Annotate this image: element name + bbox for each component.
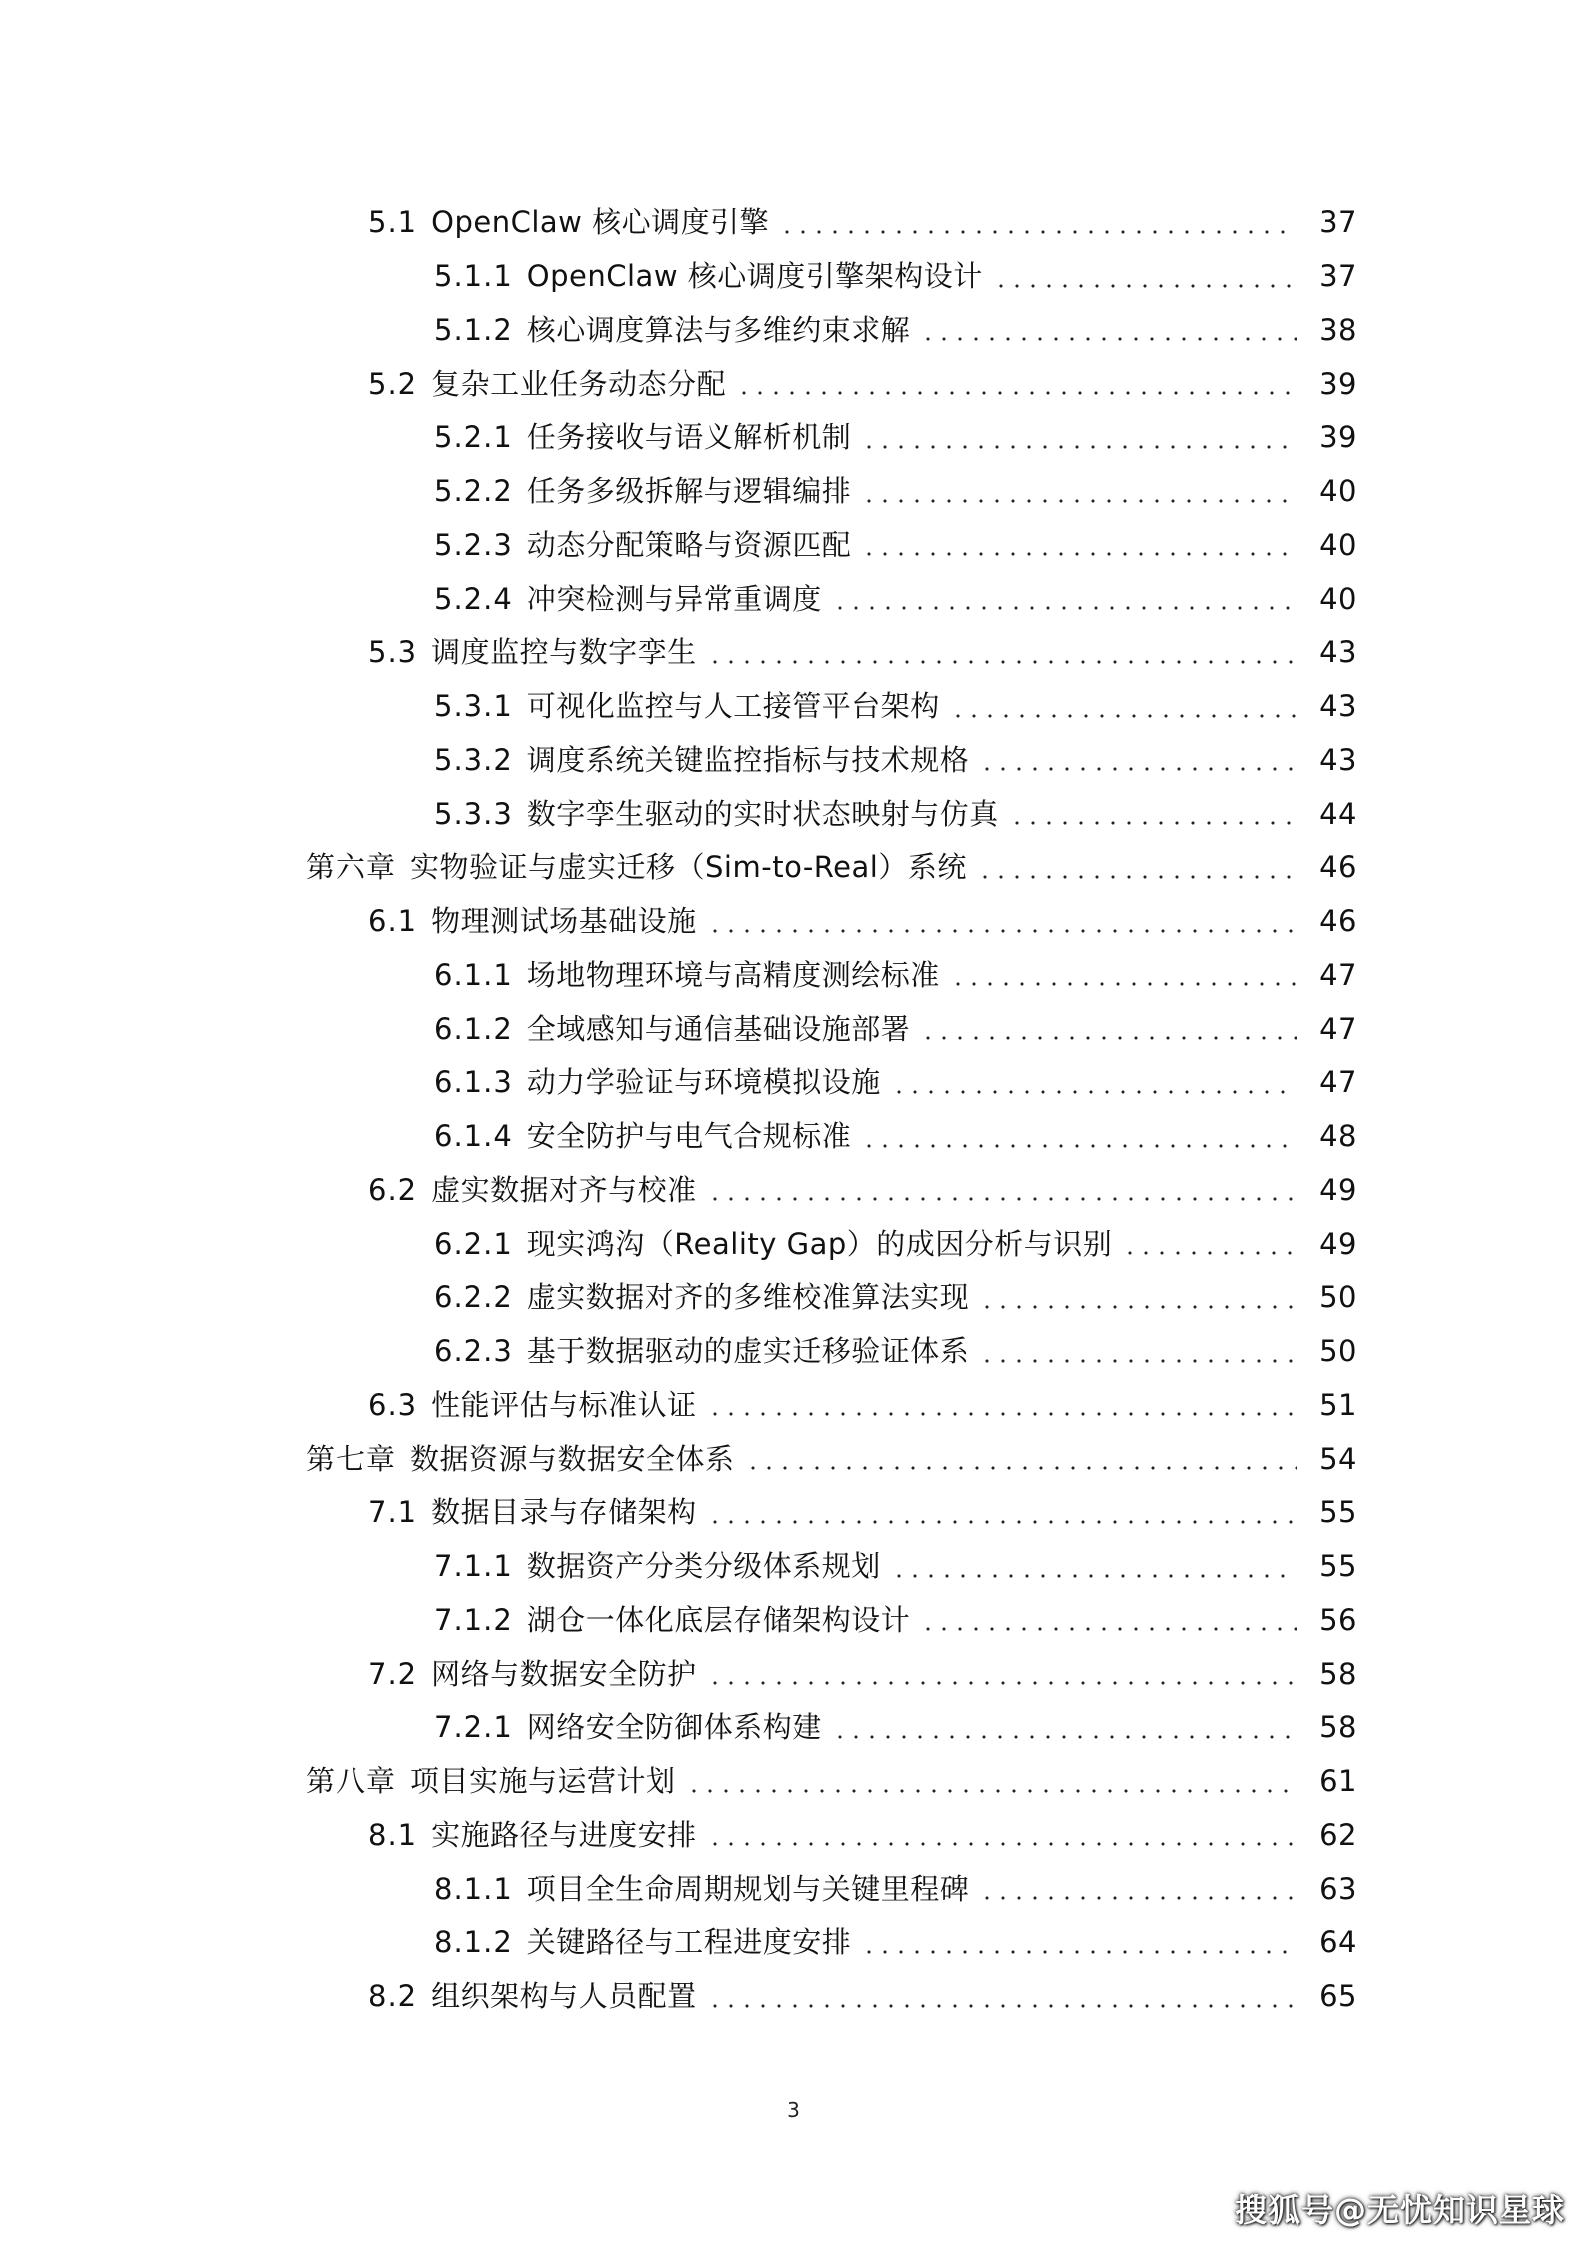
dot-leader xyxy=(832,1734,1297,1740)
toc-entry-page: 46 xyxy=(1319,904,1357,939)
toc-entry-page: 54 xyxy=(1319,1441,1357,1476)
toc-entry-number: 6.2.2 xyxy=(434,1280,513,1315)
dot-leader xyxy=(707,659,1297,665)
toc-entry-number: 7.1 xyxy=(368,1495,418,1530)
toc-entry[interactable] xyxy=(0,1379,1587,1433)
toc-entry-page: 40 xyxy=(1319,474,1357,509)
toc-entry-number: 5.3.1 xyxy=(434,689,513,724)
toc-entry-page: 61 xyxy=(1319,1764,1357,1799)
toc-entry[interactable] xyxy=(0,1755,1587,1809)
toc-entry-page: 47 xyxy=(1319,1065,1357,1100)
toc-entry-page: 50 xyxy=(1319,1334,1357,1369)
toc-entry-number: 5.3.2 xyxy=(434,742,513,777)
toc-entry-title: 数据目录与存储架构 xyxy=(431,1495,697,1530)
dot-leader xyxy=(745,1465,1297,1471)
toc-entry-number: 5.1.1 xyxy=(434,259,513,294)
toc-entry[interactable] xyxy=(0,572,1587,626)
toc-entry-title: 数据资产分类分级体系规划 xyxy=(526,1549,881,1584)
toc-entry-page: 43 xyxy=(1319,689,1357,724)
toc-entry-number: 7.2.1 xyxy=(434,1710,513,1745)
toc-entry-page: 47 xyxy=(1319,957,1357,992)
toc-entry-title: 虚实数据对齐的多维校准算法实现 xyxy=(526,1280,970,1315)
toc-entry-title: OpenClaw 核心调度引擎架构设计 xyxy=(526,259,983,294)
toc-entry-title: 全域感知与通信基础设施部署 xyxy=(526,1011,911,1046)
toc-entry-title: 数字孪生驱动的实时状态映射与仿真 xyxy=(526,796,999,831)
toc-entry-number: 6.2 xyxy=(368,1172,418,1207)
dot-leader xyxy=(707,928,1297,934)
toc-entry-page: 43 xyxy=(1319,635,1357,670)
dot-leader xyxy=(891,1089,1297,1095)
toc-entry-title: 项目实施与运营计划 xyxy=(410,1764,676,1799)
toc-entry[interactable] xyxy=(0,1970,1587,2024)
toc-entry-title: 调度系统关键监控指标与技术规格 xyxy=(526,742,970,777)
toc-entry[interactable] xyxy=(0,680,1587,734)
dot-leader xyxy=(1009,820,1297,826)
dot-leader xyxy=(979,1304,1297,1310)
toc-entry-page: 44 xyxy=(1319,796,1357,831)
dot-leader xyxy=(707,1680,1297,1686)
toc-entry-title: 可视化监控与人工接管平台架构 xyxy=(526,689,940,724)
toc-entry-page: 51 xyxy=(1319,1387,1357,1422)
toc-entry-title: 调度监控与数字孪生 xyxy=(431,635,697,670)
toc-entry[interactable] xyxy=(0,949,1587,1003)
toc-entry[interactable] xyxy=(0,465,1587,519)
toc-entry-title: 组织架构与人员配置 xyxy=(431,1979,697,2014)
toc-entry-number: 6.3 xyxy=(368,1387,418,1422)
toc-entry[interactable] xyxy=(0,1701,1587,1755)
dot-leader xyxy=(736,390,1297,396)
toc-entry-title: 关键路径与工程进度安排 xyxy=(526,1925,852,1960)
toc-entry[interactable] xyxy=(0,1594,1587,1648)
toc-entry-page: 50 xyxy=(1319,1280,1357,1315)
dot-leader xyxy=(979,1895,1297,1901)
toc-entry-page: 55 xyxy=(1319,1549,1357,1584)
toc-entry-title: 数据资源与数据安全体系 xyxy=(410,1441,735,1476)
toc-entry-page: 64 xyxy=(1319,1925,1357,1960)
toc-entry[interactable] xyxy=(0,1271,1587,1325)
toc-entry-page: 49 xyxy=(1319,1172,1357,1207)
toc-entry-page: 49 xyxy=(1319,1226,1357,1261)
toc-entry[interactable] xyxy=(0,196,1587,250)
dot-leader xyxy=(707,1411,1297,1417)
toc-entry-page: 37 xyxy=(1319,259,1357,294)
toc-entry-title: 场地物理环境与高精度测绘标准 xyxy=(526,957,940,992)
toc-entry-title: 物理测试场基础设施 xyxy=(431,904,697,939)
toc-entry-page: 40 xyxy=(1319,581,1357,616)
toc-entry-title: 任务多级拆解与逻辑编排 xyxy=(526,474,852,509)
dot-leader xyxy=(920,1626,1297,1632)
toc-entry[interactable] xyxy=(0,1809,1587,1863)
toc-entry[interactable] xyxy=(0,1110,1587,1164)
dot-leader xyxy=(1122,1250,1297,1256)
dot-leader xyxy=(707,1841,1297,1847)
toc-entry-number: 8.1 xyxy=(368,1817,418,1852)
toc-entry[interactable] xyxy=(0,1486,1587,1540)
toc-entry-title: 湖仓一体化底层存储架构设计 xyxy=(526,1602,911,1637)
dot-leader xyxy=(891,1573,1297,1579)
dot-leader xyxy=(979,1358,1297,1364)
dot-leader xyxy=(686,1788,1297,1794)
toc-entry-number: 8.1.1 xyxy=(434,1871,513,1906)
toc-entry-page: 40 xyxy=(1319,527,1357,562)
toc-entry-number: 6.2.1 xyxy=(434,1226,513,1261)
toc-entry-page: 38 xyxy=(1319,312,1357,347)
dot-leader xyxy=(993,283,1297,289)
toc-entry-number: 5.1 xyxy=(368,205,418,240)
toc-entry-page: 39 xyxy=(1319,420,1357,455)
toc-entry-title: 冲突检测与异常重调度 xyxy=(526,581,822,616)
toc-entry-title: 虚实数据对齐与校准 xyxy=(431,1172,697,1207)
toc-entry-number: 6.1.1 xyxy=(434,957,513,992)
toc-entry-number: 6.1.2 xyxy=(434,1011,513,1046)
toc-entry-page: 65 xyxy=(1319,1979,1357,2014)
toc-entry-number: 7.1.1 xyxy=(434,1549,513,1584)
toc-entry-title: 实物验证与虚实迁移（Sim-to-Real）系统 xyxy=(410,850,967,885)
toc-entry[interactable] xyxy=(0,787,1587,841)
toc-entry-title: 网络与数据安全防护 xyxy=(431,1656,697,1691)
toc-entry-page: 43 xyxy=(1319,742,1357,777)
toc-entry-number: 第八章 xyxy=(306,1764,397,1799)
dot-leader xyxy=(977,874,1297,880)
dot-leader xyxy=(979,766,1297,772)
toc-entry[interactable] xyxy=(0,411,1587,465)
toc-entry[interactable] xyxy=(0,304,1587,358)
toc-entry[interactable] xyxy=(0,357,1587,411)
table-of-contents xyxy=(0,196,1587,2024)
toc-entry-title: 核心调度算法与多维约束求解 xyxy=(526,312,911,347)
toc-entry-title: 性能评估与标准认证 xyxy=(431,1387,697,1422)
toc-entry-page: 47 xyxy=(1319,1011,1357,1046)
toc-entry-page: 58 xyxy=(1319,1710,1357,1745)
toc-entry[interactable] xyxy=(0,1325,1587,1379)
toc-entry-number: 8.1.2 xyxy=(434,1925,513,1960)
toc-entry-number: 6.2.3 xyxy=(434,1334,513,1369)
page-number: 3 xyxy=(787,2098,800,2122)
toc-entry-title: 项目全生命周期规划与关键里程碑 xyxy=(526,1871,970,1906)
toc-entry-page: 46 xyxy=(1319,850,1357,885)
toc-entry-page: 39 xyxy=(1319,366,1357,401)
toc-entry-title: 动力学验证与环境模拟设施 xyxy=(526,1065,881,1100)
toc-entry[interactable] xyxy=(0,1056,1587,1110)
toc-entry[interactable] xyxy=(0,734,1587,788)
dot-leader xyxy=(920,1035,1297,1041)
toc-entry[interactable] xyxy=(0,1002,1587,1056)
toc-entry[interactable] xyxy=(0,1647,1587,1701)
dot-leader xyxy=(861,1949,1297,1955)
toc-entry-title: 现实鸿沟（Reality Gap）的成因分析与识别 xyxy=(526,1226,1113,1261)
dot-leader xyxy=(950,981,1297,987)
dot-leader xyxy=(707,1519,1297,1525)
dot-leader xyxy=(950,713,1297,719)
toc-entry-number: 5.2.2 xyxy=(434,474,513,509)
dot-leader xyxy=(779,229,1297,235)
toc-entry-number: 5.2.1 xyxy=(434,420,513,455)
toc-entry-number: 5.1.2 xyxy=(434,312,513,347)
toc-entry[interactable] xyxy=(0,1432,1587,1486)
toc-entry[interactable] xyxy=(0,519,1587,573)
toc-entry-number: 8.2 xyxy=(368,1979,418,2014)
toc-entry-title: 安全防护与电气合规标准 xyxy=(526,1119,852,1154)
toc-entry-title: 实施路径与进度安排 xyxy=(431,1817,697,1852)
toc-entry[interactable] xyxy=(0,1540,1587,1594)
toc-entry-number: 6.1.3 xyxy=(434,1065,513,1100)
watermark: 搜狐号@无忧知识星球 xyxy=(1234,2191,1565,2229)
toc-entry-page: 63 xyxy=(1319,1871,1357,1906)
toc-entry[interactable] xyxy=(0,1916,1587,1970)
dot-leader xyxy=(861,1143,1297,1149)
toc-entry-number: 5.3.3 xyxy=(434,796,513,831)
toc-entry-page: 37 xyxy=(1319,205,1357,240)
toc-entry[interactable] xyxy=(0,841,1587,895)
toc-entry[interactable] xyxy=(0,250,1587,304)
toc-entry-title: 动态分配策略与资源匹配 xyxy=(526,527,852,562)
dot-leader xyxy=(861,551,1297,557)
dot-leader xyxy=(707,2003,1297,2009)
dot-leader xyxy=(861,498,1297,504)
toc-entry-number: 7.1.2 xyxy=(434,1602,513,1637)
toc-entry[interactable] xyxy=(0,1217,1587,1271)
toc-entry[interactable] xyxy=(0,1862,1587,1916)
toc-entry-title: 复杂工业任务动态分配 xyxy=(431,366,727,401)
toc-entry-page: 56 xyxy=(1319,1602,1357,1637)
dot-leader xyxy=(832,605,1297,611)
toc-entry[interactable] xyxy=(0,626,1587,680)
toc-entry-number: 7.2 xyxy=(368,1656,418,1691)
toc-entry-page: 62 xyxy=(1319,1817,1357,1852)
toc-entry-number: 第六章 xyxy=(306,850,397,885)
toc-entry[interactable] xyxy=(0,1164,1587,1218)
toc-entry-number: 6.1.4 xyxy=(434,1119,513,1154)
toc-entry-number: 6.1 xyxy=(368,904,418,939)
toc-entry-title: 基于数据驱动的虚实迁移验证体系 xyxy=(526,1334,970,1369)
toc-entry-title: 网络安全防御体系构建 xyxy=(526,1710,822,1745)
toc-entry-number: 5.2.3 xyxy=(434,527,513,562)
dot-leader xyxy=(707,1196,1297,1202)
toc-entry-page: 58 xyxy=(1319,1656,1357,1691)
toc-entry-number: 5.2.4 xyxy=(434,581,513,616)
toc-entry-number: 5.3 xyxy=(368,635,418,670)
toc-entry-title: OpenClaw 核心调度引擎 xyxy=(431,205,770,240)
dot-leader xyxy=(861,444,1297,450)
toc-entry-page: 48 xyxy=(1319,1119,1357,1154)
toc-entry[interactable] xyxy=(0,895,1587,949)
dot-leader xyxy=(920,336,1297,342)
toc-entry-number: 第七章 xyxy=(306,1441,397,1476)
toc-entry-page: 55 xyxy=(1319,1495,1357,1530)
toc-entry-title: 任务接收与语义解析机制 xyxy=(526,420,852,455)
toc-entry-number: 5.2 xyxy=(368,366,418,401)
